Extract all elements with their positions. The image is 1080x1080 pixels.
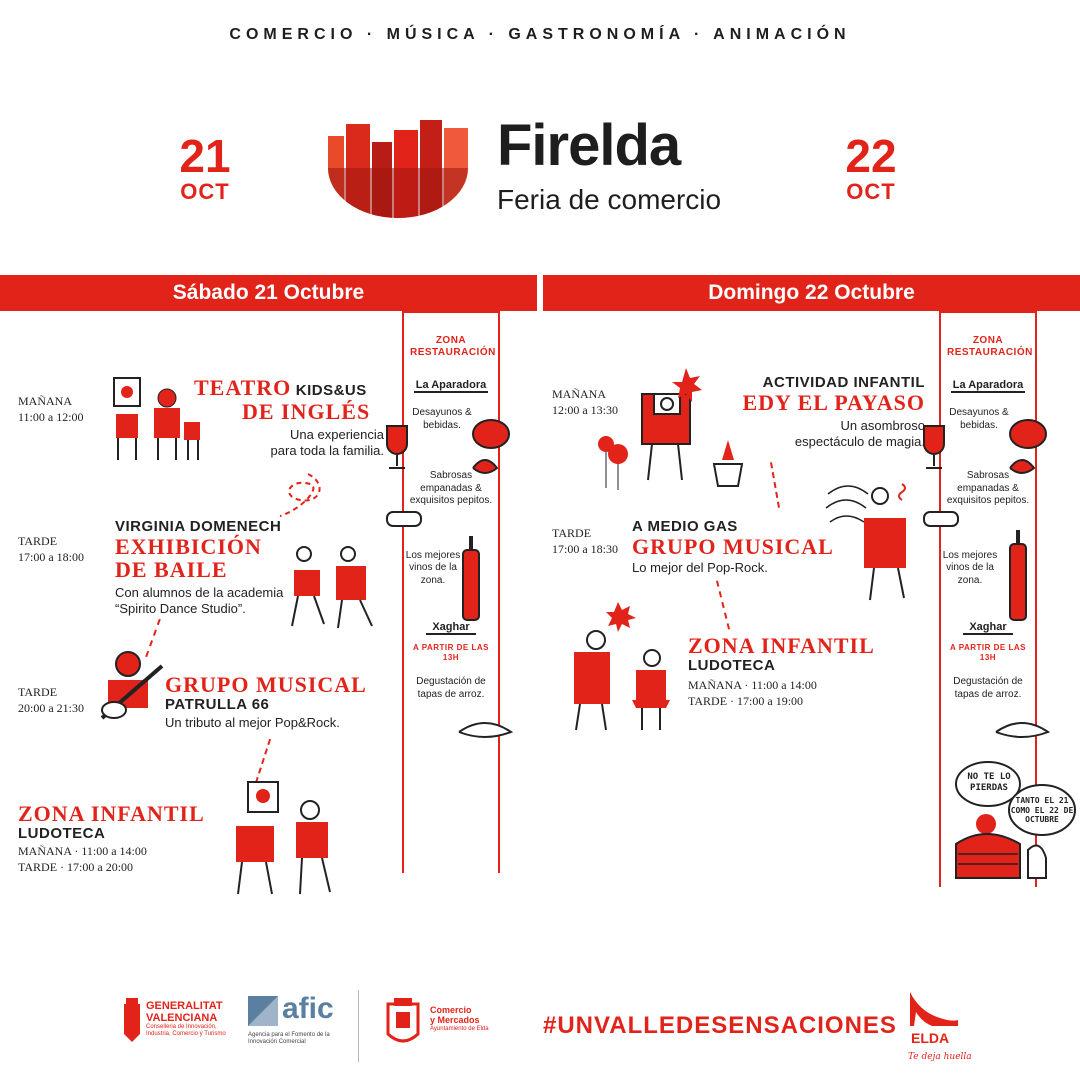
event-sched2: TARDE · 17:00 a 20:00 (18, 859, 134, 874)
sunday-header: Domingo 22 Octubre (543, 275, 1080, 311)
ribbon-food-icons-right (920, 420, 1054, 750)
date-right-day: 22 (845, 130, 897, 182)
event-sub: PATRULLA 66 (165, 696, 270, 714)
dashed-connector-3 (255, 739, 271, 783)
event-title: ZONA INFANTIL (688, 633, 875, 658)
generalitat-line2: VALENCIANA (146, 1012, 218, 1025)
speech-bubble-1: NO TE LO PIERDAS (967, 772, 1011, 793)
event-title: GRUPO MUSICAL (165, 672, 367, 697)
event-pre: VIRGINIA DOMENECH (115, 518, 282, 535)
event-title: TEATRO (194, 375, 292, 400)
event-desc1: Una experiencia (290, 427, 384, 443)
date-left-day: 21 (179, 130, 231, 182)
time-range: 11:00 a 12:00 (18, 409, 84, 424)
comercio-line2: y Mercados (430, 1014, 480, 1025)
date-left-month: OCT (180, 179, 230, 204)
time-label: TARDE (18, 685, 58, 699)
dashed-connector-4 (770, 462, 780, 508)
brand-subtitle: Feria de comercio (497, 184, 722, 215)
elda-crest-icon (384, 994, 422, 1050)
brand-title: Firelda (497, 113, 681, 178)
ribbon-aparadora: La Aparadora (415, 379, 487, 391)
time-label: MAÑANA (18, 394, 72, 408)
kids-celebrating-illustration-icon (556, 588, 690, 734)
generalitat-logo (146, 1000, 238, 1039)
afic-small: Agencia para el Fomento de la Innovación Comercial (248, 1032, 330, 1046)
event-desc1: Con alumnos de la academia (115, 585, 284, 601)
event-desc1: Lo mejor del Pop-Rock. (632, 560, 768, 576)
tagline: COMERCIO · MÚSICA · GASTRONOMÍA · ANIMACIÓN (229, 26, 851, 43)
sat-event4 (18, 802, 238, 875)
dashed-connector-5 (716, 581, 730, 630)
date-right-month: OCT (846, 179, 896, 204)
dancers-illustration-icon (284, 540, 384, 632)
time-label: TARDE (552, 526, 592, 540)
speech-bubble-2: TANTO EL 21 COMO EL 22 DE OCTUBRE (1010, 796, 1074, 825)
sat-event3-time (18, 685, 84, 716)
afic-logo-icon (248, 996, 278, 1026)
ribbon-food-icons-left (383, 420, 517, 750)
guitar-player-illustration-icon (98, 644, 170, 726)
sat-event2-time (18, 534, 84, 565)
ribbon-item3: Los mejores vinos de la zona. (942, 549, 998, 586)
event-sub: LUDOTECA (18, 825, 106, 843)
event-title-line2: DE BAILE (115, 557, 228, 583)
footer-divider (358, 990, 359, 1062)
time-range: 20:00 a 21:30 (18, 700, 84, 715)
event-desc2: espectáculo de magia. (794, 434, 925, 450)
event-desc2: para toda la familia. (270, 443, 384, 459)
event-sched2: TARDE · 17:00 a 19:00 (688, 693, 804, 708)
event-desc2: “Spirito Dance Studio”. (115, 601, 246, 617)
sat-event3 (165, 673, 395, 731)
date-left (160, 130, 250, 204)
ribbon-item4: Degustación de tapas de arroz. (953, 676, 1023, 700)
saturday-header: Sábado 21 Octubre (0, 275, 537, 311)
comercio-small: Ayuntamiento de Elda (430, 1025, 489, 1032)
comercio-line1: Comercio (430, 1005, 472, 1015)
generalitat-crest-icon (122, 996, 142, 1044)
time-label: MAÑANA (552, 387, 606, 401)
sun-event2 (632, 518, 852, 576)
event-pre: ACTIVIDAD INFANTIL (762, 374, 925, 391)
ribbon-item2: Sabrosas empanadas & exquisitos pepitos. (946, 470, 1030, 506)
event-title: ZONA INFANTIL (18, 801, 205, 826)
ribbon-item2: Sabrosas empanadas & exquisitos pepitos. (409, 470, 493, 506)
time-range: 17:00 a 18:30 (552, 541, 618, 556)
event-sub: LUDOTECA (688, 657, 776, 675)
generalitat-small: Conselleria de Innovación, Industria, Comercio y Turismo (146, 1024, 226, 1038)
ribbon-from: A PARTIR DE LAS 13H (413, 643, 489, 662)
sat-event1 (194, 376, 384, 460)
time-label: TARDE (18, 534, 58, 548)
event-pre: A MEDIO GAS (632, 518, 738, 535)
firelda-logo-icon (328, 118, 468, 218)
hashtag: #UNVALLEDESENSACIONES (543, 1012, 897, 1039)
ribbon-item4: Degustación de tapas de arroz. (416, 676, 486, 700)
ribbon-xaghar: Xaghar (963, 621, 1013, 635)
sat-event1-time (18, 394, 84, 425)
sun-event2-time (552, 526, 618, 557)
afic-logo-text: afic (282, 992, 334, 1025)
date-right (826, 130, 916, 204)
event-desc1: Un tributo al mejor Pop&Rock. (165, 715, 340, 731)
ribbon-aparadora: La Aparadora (952, 379, 1024, 391)
ribbon-item1: Desayunos & bebidas. (412, 407, 472, 431)
elda-shoe-icon (906, 986, 960, 1028)
event-title-extra: KIDS&US (295, 382, 367, 399)
sun-event3 (688, 634, 918, 709)
kids-zone-illustration-icon (222, 782, 342, 902)
ribbon-item3: Los mejores vinos de la zona. (405, 549, 461, 586)
time-range: 12:00 a 13:30 (552, 402, 618, 417)
singer-illustration-icon (822, 474, 918, 604)
event-sched1: MAÑANA · 11:00 a 14:00 (688, 678, 817, 693)
theatre-kids-illustration-icon (108, 378, 208, 468)
ribbon-zone: ZONA RESTAURACIÓN (947, 335, 1033, 358)
event-desc1: Un asombroso (840, 418, 925, 434)
ribbon-item1: Desayunos & bebidas. (949, 407, 1009, 431)
sun-event1 (700, 374, 925, 451)
characters-illustration-icon (950, 814, 1050, 880)
ribbon-zone: ZONA RESTAURACIÓN (410, 335, 496, 358)
ribbon-from: A PARTIR DE LAS 13H (950, 643, 1026, 662)
generalitat-line1: GENERALITAT (146, 1000, 223, 1012)
event-title-line2: DE INGLÉS (242, 399, 371, 424)
comercio-logo (430, 1006, 489, 1033)
event-title: EXHIBICIÓN (115, 534, 262, 559)
time-range: 17:00 a 18:00 (18, 549, 84, 564)
dashed-connector-1-icon (270, 470, 330, 520)
ribbon-xaghar: Xaghar (426, 621, 476, 635)
event-title: GRUPO MUSICAL (632, 534, 834, 559)
elda-logo-text: ELDA (911, 1030, 950, 1046)
event-title: EDY EL PAYASO (742, 390, 925, 415)
event-sched1: MAÑANA · 11:00 a 14:00 (18, 844, 147, 859)
elda-tagline: Te deja huella (908, 1052, 972, 1062)
